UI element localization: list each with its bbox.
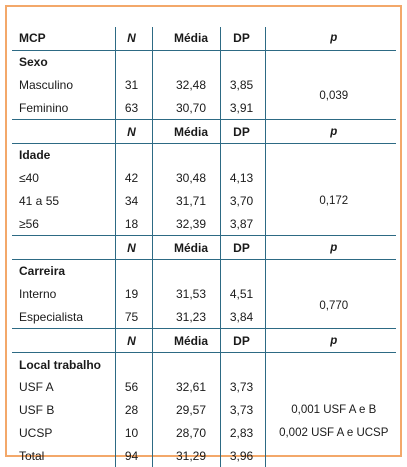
cell-dp: 2,83 <box>220 422 265 445</box>
cell-media: 32,61 <box>152 376 220 399</box>
row-label: 41 a 55 <box>12 190 115 213</box>
row-label: USF B <box>12 399 115 422</box>
row-label: Interno <box>12 283 115 306</box>
table-row <box>12 283 396 306</box>
subheader-n: N <box>115 329 152 353</box>
row-label: Feminino <box>12 96 115 119</box>
cell-media: 31,53 <box>152 283 220 306</box>
subheader-media: Média <box>152 120 220 144</box>
header-n: N <box>115 27 152 50</box>
cell-dp: 3,87 <box>220 212 265 235</box>
subheader-p: p <box>265 120 396 144</box>
subheader-n: N <box>115 120 152 144</box>
cell-media: 30,70 <box>152 96 220 119</box>
cell-dp: 3,73 <box>220 376 265 399</box>
cell-dp: 4,13 <box>220 167 265 190</box>
cell-dp: 4,51 <box>220 283 265 306</box>
table-header-row <box>12 27 396 50</box>
cell-media: 32,48 <box>152 74 220 97</box>
table-row <box>12 422 396 445</box>
header-media: Média <box>152 27 220 50</box>
row-label: UCSP <box>12 422 115 445</box>
group-row-carreira <box>12 259 396 282</box>
cell-dp: 3,73 <box>220 399 265 422</box>
cell-n: 31 <box>115 74 152 97</box>
subheader-n: N <box>115 236 152 260</box>
cell-media: 31,23 <box>152 306 220 329</box>
cell-n: 56 <box>115 376 152 399</box>
cell-p: 0,001 USF A e B <box>291 404 377 417</box>
subheader-p: p <box>265 329 396 353</box>
cell-n: 10 <box>115 422 152 445</box>
cell-n: 75 <box>115 306 152 329</box>
cell-n: 63 <box>115 96 152 119</box>
subheader-row <box>12 329 396 353</box>
table-row <box>12 167 396 190</box>
cell-media: 30,48 <box>152 167 220 190</box>
cell-p: 0,172 <box>319 194 349 207</box>
subheader-row <box>12 236 396 260</box>
row-label: Especialista <box>12 306 115 329</box>
cell-media: 32,39 <box>152 212 220 235</box>
cell-n: 18 <box>115 212 152 235</box>
row-label: ≥56 <box>12 212 115 235</box>
cell-media: 31,29 <box>152 444 220 467</box>
row-label: ≤40 <box>12 167 115 190</box>
cell-media: 28,70 <box>152 422 220 445</box>
cell-n: 28 <box>115 399 152 422</box>
subheader-row <box>12 120 396 144</box>
table-frame <box>5 5 402 463</box>
cell-dp: 3,96 <box>220 444 265 467</box>
cell-n: 19 <box>115 283 152 306</box>
cell-p: 0,039 <box>319 90 349 103</box>
table-row <box>12 74 396 97</box>
header-dp: DP <box>220 27 265 50</box>
group-label: Carreira <box>12 259 115 282</box>
header-mcp: MCP <box>12 27 115 50</box>
cell-n: 42 <box>115 167 152 190</box>
row-label: USF A <box>12 376 115 399</box>
cell-dp: 3,84 <box>220 306 265 329</box>
header-p: p <box>265 27 396 50</box>
cell-dp: 3,85 <box>220 74 265 97</box>
row-label: Masculino <box>12 74 115 97</box>
cell-dp: 3,70 <box>220 190 265 213</box>
subheader-dp: DP <box>220 120 265 144</box>
cell-dp: 3,91 <box>220 96 265 119</box>
table-row <box>12 399 396 422</box>
table-row <box>12 444 396 467</box>
subheader-dp: DP <box>220 329 265 353</box>
cell-p: 0,002 USF A e UCSP <box>279 426 389 439</box>
cell-media: 29,57 <box>152 399 220 422</box>
cell-p: 0,770 <box>319 299 349 312</box>
group-label: Sexo <box>12 50 115 73</box>
subheader-dp: DP <box>220 236 265 260</box>
subheader-media: Média <box>152 329 220 353</box>
subheader-p: p <box>265 236 396 260</box>
cell-media: 31,71 <box>152 190 220 213</box>
cell-n: 34 <box>115 190 152 213</box>
group-row-idade <box>12 143 396 166</box>
row-label: Total <box>12 444 115 467</box>
table-row <box>12 376 396 399</box>
statistics-table <box>12 27 396 467</box>
group-label: Local trabalho <box>12 353 115 376</box>
group-row-local-trabalho <box>12 353 396 376</box>
group-label: Idade <box>12 143 115 166</box>
subheader-media: Média <box>152 236 220 260</box>
group-row-sexo <box>12 50 396 73</box>
cell-n: 94 <box>115 444 152 467</box>
